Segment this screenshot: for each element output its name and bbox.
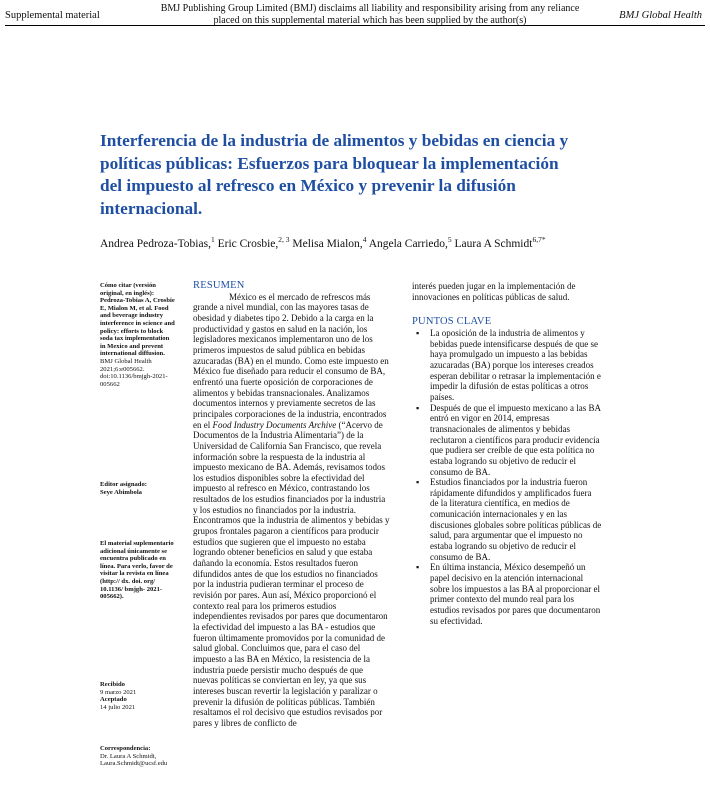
affiliation: 1: [210, 235, 215, 244]
affiliation: 6,7*: [532, 235, 546, 244]
key-point: ▪ Estudios financiados por la industria fueron rápidamente difundidos y amplificados fuera de la literatura científica, en medios de comunicación internacionales y en las discusiones globales sobre políticas públicas de salud, para argumentar que el impuesto no estaba logrando su objetivo de reducir el consumo de BA.: [412, 477, 602, 562]
author: Laura A Schmidt: [454, 237, 533, 250]
article-title: Interferencia de la industria de alimentos y bebidas en ciencia y políticas públicas: Esfuerzos para bloquear la implementación del impuesto al refresco en México y prevenir la difusión internacional.: [100, 131, 569, 218]
corr-label: Correspondencia:: [100, 745, 151, 752]
header-left: Supplemental material: [5, 10, 100, 21]
correspondence-block: [100, 745, 175, 768]
supplemental-note: [100, 540, 175, 601]
editor-label: Editor asignado:: [100, 481, 147, 488]
abstract-p1: México es el mercado de refrescos más grande a nivel mundial, con las mayores tasas de obesidad y diabetes tipo 2. Debido a la carga en la productividad y gastos en salud en la nación, los legisladores mexicanos implementaron uno de los primeros impuestos de salud pública en bebidas azucaradas (BA) en el mundo. Como este impuesto en México fue diseñado para reducir el consumo de BA, enfrentó una fuerte oposición de corporaciones de alimentos y bebidas transnacionales. Analizamos documentos internos y previamente secretos de las principales corporaciones de la industria, encontrados en el: [193, 291, 389, 430]
key-points-heading: PUNTOS CLAVE: [412, 316, 492, 328]
corr-text: Dr. Laura A Schmidt, Laura.Schmidt@ucsf.edu: [100, 752, 168, 768]
citation-block: [100, 282, 175, 388]
affiliation: 4: [362, 235, 367, 244]
key-point: ▪ Después de que el impuesto mexicano a las BA entró en vigor en 2014, empresas transnacionales de alimentos y bebidas reclutaron a científicos para producir evidencia que pudiera ser creíble de que esta política no estaba logrando su objetivo de reducir el consumo de BA.: [412, 403, 602, 478]
accepted-label: Aceptado: [100, 696, 127, 704]
abstract-continuation: interés pueden jugar en la implementación de innovaciones en políticas públicas de salud.: [412, 281, 576, 302]
received-date: 9 marzo 2021: [100, 688, 137, 696]
editor-name: Seye Abimbola: [100, 488, 142, 496]
abstract-column: [193, 281, 390, 729]
editor-block: [100, 481, 175, 496]
supp-note-text: El material suplementario adicional únicamente se encuentra publicado en línea. Para verlo, favor de visitar la revista en línea (http:// dx. doi. org/ 10.1136/ bmjgh- 2021- 005662).: [100, 540, 174, 601]
header-rule: [5, 25, 705, 26]
abstract-heading: RESUMEN: [193, 280, 245, 291]
author-list: [100, 235, 660, 250]
dates-block: [100, 681, 175, 711]
accepted-date: 14 julio 2021: [100, 703, 136, 711]
author: Andrea Pedroza-Tobias,: [100, 237, 211, 250]
right-column: [412, 281, 602, 626]
key-point: ▪ En última instancia, México desempeñó un papel decisivo en la atención internacional sobre los impuestos a las BA al proporcionar el primer contexto del mundo real para los estudios revisados por pares que documentaron su efectividad.: [412, 562, 602, 626]
archive-name: Food Industry Documents Archive: [212, 419, 337, 430]
affiliation: 5: [447, 235, 452, 244]
author: Angela Carriedo,: [368, 237, 448, 250]
key-points-list: [412, 328, 602, 626]
affiliation: 2, 3: [278, 235, 290, 244]
journal-name: BMJ Global Health: [619, 10, 702, 21]
cite-label: Cómo citar (versión original, en inglés):: [100, 282, 156, 297]
abstract-p2: (“Acervo de Documentos de la Industria Alimentaria”) de la Universidad de California San Francisco, que revela información sobre la respuesta de la industria al impuesto mexicano de BA. Además, revisamos todos los estudios disponibles sobre la efectividad del impuesto al refresco en México, contrastando los resultados de los estudios financiados por la industria y los estudios no financiados por la industria. Encontramos que la industria de alimentos y bebidas y grupos frontales pagaron a científicos para producir estudios que sugieren que el impuesto no estaba logrando obtener beneficios en salud y que estaba dañando la economía. Estos resultados fueron difundidos antes de que los estudios no financiados por la industria pudieran terminar el proceso de revisión por pares. Aun así, México proporcionó el contexto real para los primeros estudios independientes revisados por pares que documentaron la efectividad del impuesto a las BA - estudios que fueron últimamente promovidos por la comunidad de salud global. Concluimos que, para el caso del impuesto a las BA en México, la resistencia de la industria puede persistir mucho después de que nuevas políticas se conviertan en ley, ya que sus intereses buscan revertir la legislación y paralizar o prevenir la difusión de políticas públicas. También resaltamos el rol decisivo que estudios revisados por pares y libres de conflicto de: [193, 419, 390, 728]
disclaimer: BMJ Publishing Group Limited (BMJ) disclaims all liability and responsibility arising from any reliance placed on this supplemental material which has been supplied by the author(s): [160, 3, 580, 26]
received-label: Recibido: [100, 681, 125, 688]
key-point: ▪ La oposición de la industria de alimentos y bebidas puede intensificarse después de que se haya promulgado un impuesto a las bebidas azucaradas (BA) porque los intereses creados esperan debilitar o retrasar la implementación e impedir la difusión de estas políticas a otros países.: [412, 328, 602, 403]
abstract-text: [193, 292, 390, 729]
cite-text: Pedroza-Tobias A, Crosbie E, Mialon M, et al. Food and beverage industry interference in science and policy: efforts to block soda tax implementation in Mexico and prevent international diffusion.: [100, 297, 175, 358]
author: Melisa Mialon,: [292, 237, 363, 250]
cite-journal: BMJ Global Health 2021;6:e005662. doi:10.1136/bmjgh-2021-005662: [100, 357, 168, 388]
author: Eric Crosbie,: [217, 237, 279, 250]
